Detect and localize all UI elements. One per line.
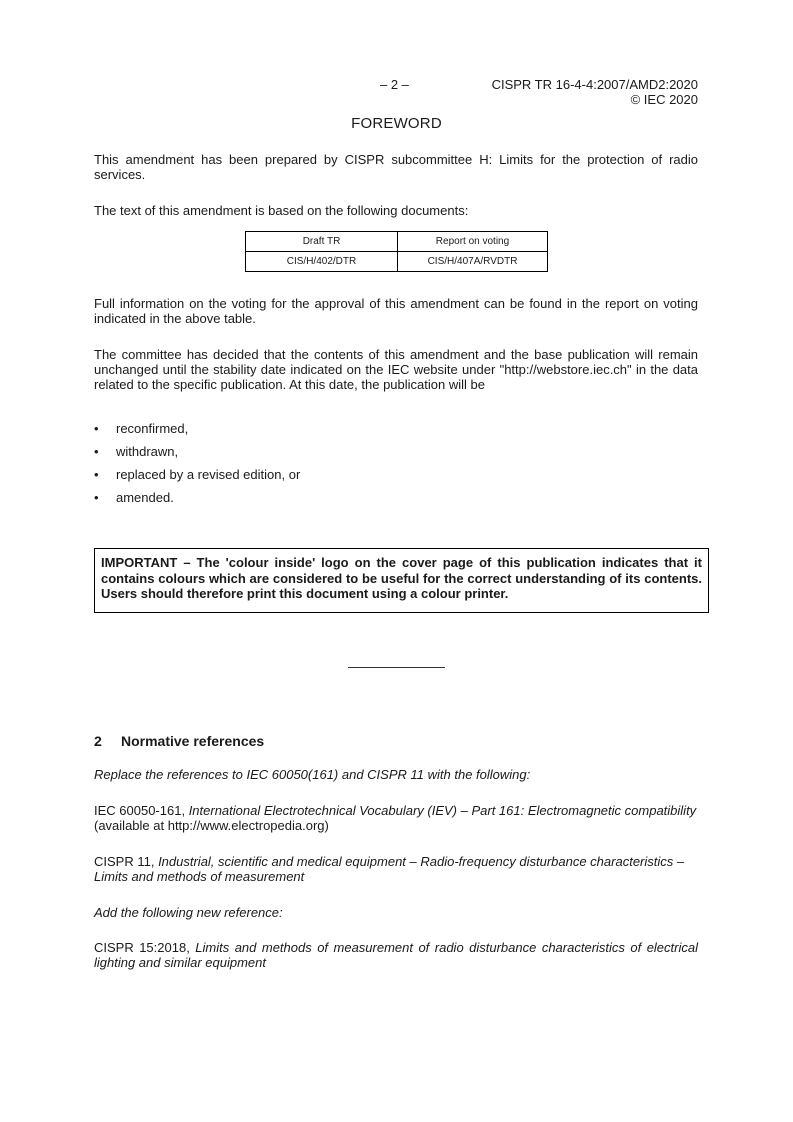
reference-title: Industrial, scientific and medical equipment – Radio-frequency disturbance characteristics – Limits and methods of measurement: [94, 854, 685, 884]
bullet-icon: •: [94, 490, 99, 505]
list-item-text: replaced by a revised edition, or: [116, 467, 301, 482]
foreword-paragraph-4: The committee has decided that the contents of this amendment and the base publication will remain unchanged until the stability date indicated on the IEC website under "http://webstore.iec.ch" in the data related to the specific publication. At this date, the publication will be: [94, 347, 698, 392]
reference-title: International Electrotechnical Vocabulary (IEV) – Part 161: Electromagnetic compatibility: [188, 803, 697, 818]
list-item: [94, 421, 300, 444]
foreword-paragraph-3: Full information on the voting for the approval of this amendment can be found in the report on voting indicated in the above table.: [94, 296, 698, 326]
page-number: – 2 –: [380, 77, 409, 92]
document-id: CISPR TR 16-4-4:2007/AMD2:2020: [491, 77, 698, 92]
documents-table: [245, 231, 548, 272]
reference-id: CISPR 11,: [94, 854, 159, 869]
section-number: 2: [94, 733, 102, 749]
reference-cispr-11: [94, 854, 698, 884]
important-notice-box: IMPORTANT – The 'colour inside' logo on the cover page of this publication indicates that it contains colours which are considered to be useful for the correct understanding of its contents. Users should therefore print this document using a colour printer.: [94, 548, 709, 613]
list-item-text: amended.: [116, 490, 174, 505]
reference-iec-60050-161: [94, 803, 698, 833]
list-item-text: reconfirmed,: [116, 421, 189, 436]
list-item: [94, 490, 300, 513]
reference-cispr-15: [94, 940, 698, 970]
copyright: © IEC 2020: [630, 92, 698, 107]
foreword-paragraph-2: The text of this amendment is based on the following documents:: [94, 203, 469, 218]
instruction-replace: Replace the references to IEC 60050(161) and CISPR 11 with the following:: [94, 767, 531, 782]
table-cell: CIS/H/402/DTR: [246, 252, 398, 272]
table-cell: CIS/H/407A/RVDTR: [398, 252, 548, 272]
instruction-add: Add the following new reference:: [94, 905, 283, 920]
bullet-icon: •: [94, 467, 99, 482]
list-item: [94, 444, 300, 467]
reference-suffix: (available at http://www.electropedia.org): [94, 818, 329, 833]
bullet-icon: •: [94, 421, 99, 436]
section-title: Normative references: [121, 733, 265, 749]
reference-id: CISPR 15:2018,: [94, 940, 196, 955]
section-divider: [348, 667, 445, 668]
publication-status-list: [94, 421, 300, 513]
section-heading: [94, 733, 264, 749]
reference-title: Limits and methods of measurement of radio disturbance characteristics of electrical lighting and similar equipment: [94, 940, 698, 970]
bullet-icon: •: [94, 444, 99, 459]
table-row: [246, 252, 548, 272]
table-header-cell: Draft TR: [246, 232, 398, 252]
foreword-title: FOREWORD: [351, 115, 442, 132]
reference-id: IEC 60050-161,: [94, 803, 189, 818]
foreword-paragraph-1: This amendment has been prepared by CISPR subcommittee H: Limits for the protection of radio services.: [94, 152, 698, 182]
table-header-row: [246, 232, 548, 252]
list-item-text: withdrawn,: [116, 444, 179, 459]
list-item: [94, 467, 300, 490]
table-header-cell: Report on voting: [398, 232, 548, 252]
